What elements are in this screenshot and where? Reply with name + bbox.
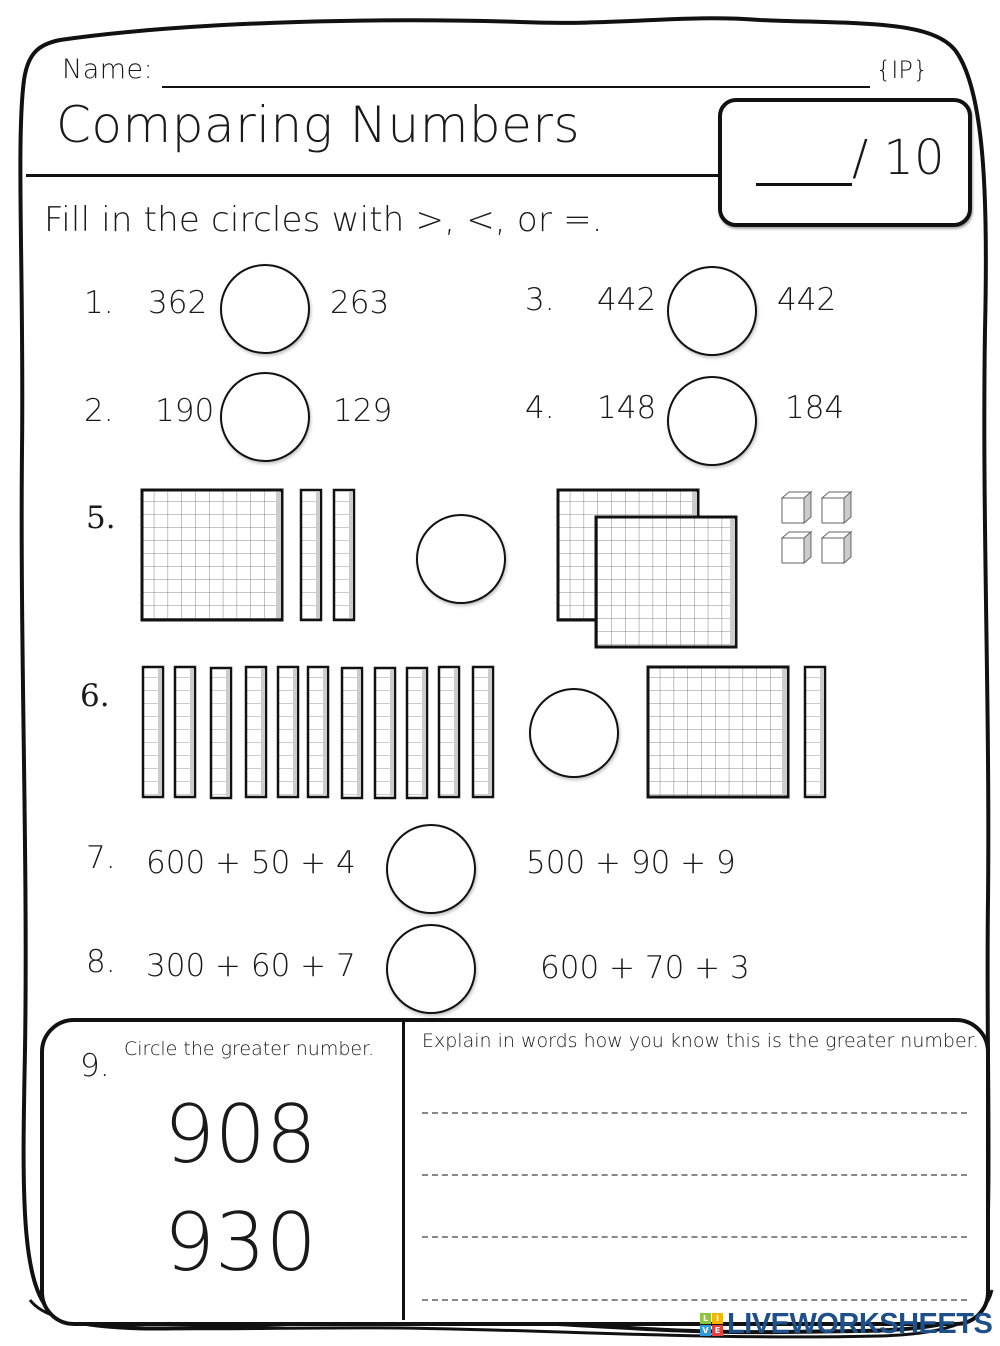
option-930[interactable]: 930 [164,1196,317,1289]
problem-1-left: 362 [148,285,208,321]
ten-rod-icon [805,667,825,797]
hundred-flat-icon [648,667,788,797]
ten-rod-icon [278,667,298,797]
explain-prompt: Explain in words how you know this is the greater number. [422,1030,979,1052]
problem-1-answer-circle[interactable] [220,264,310,354]
unit-cube-icon [782,492,811,523]
title-divider [26,174,726,177]
problem-8-right: 600 + 70 + 3 [540,950,750,986]
ip-tag: {IP} [876,56,929,84]
ten-rod-icon [334,490,354,620]
problem-7-right: 500 + 90 + 9 [526,845,736,881]
problem-3-number: 3. [525,282,555,318]
answer-line-4[interactable] [422,1299,967,1301]
problem-7-number: 7. [86,840,116,876]
problem-8-left: 300 + 60 + 7 [146,948,356,984]
answer-line-1[interactable] [422,1112,967,1114]
problem-4-right: 184 [785,390,845,426]
problem-4-number: 4. [525,390,555,426]
problem-1-number: 1. [84,285,114,321]
answer-line-3[interactable] [422,1236,967,1238]
problem-8-answer-circle[interactable] [386,924,476,1014]
unit-cube-icon [822,492,851,523]
ten-rod-icon [211,668,231,798]
problem-1-right: 263 [330,285,390,321]
unit-cube-icon [822,532,851,563]
problem-5-answer-circle[interactable] [416,514,506,604]
problem-4-answer-circle[interactable] [667,376,757,466]
ten-rod-icon [375,668,395,798]
problem-3-left: 442 [597,282,657,318]
ten-rod-icon [308,667,328,797]
logo-text: LIVEWORKSHEETS [727,1308,993,1340]
hundred-flat-icon [142,490,282,620]
ten-rod-icon [342,668,362,798]
ten-rod-icon [407,668,427,798]
ten-rod-icon [473,667,493,797]
page-title: Comparing Numbers [56,96,581,154]
ten-rod-icon [246,667,266,797]
problem-2-left: 190 [155,393,215,429]
problem-2-right: 129 [333,393,393,429]
problem-6-right-blocks [646,664,832,800]
option-908[interactable]: 908 [164,1088,317,1181]
name-input-line[interactable] [162,86,870,88]
ten-rod-icon [439,667,459,797]
hundred-flat-icon [596,517,736,647]
problem-6-number: 6. [80,678,110,714]
logo-blocks-icon: L I V E [700,1313,723,1336]
ten-rod-icon [143,667,163,797]
problem-2-answer-circle[interactable] [220,372,310,462]
problem-2-number: 2. [84,393,114,429]
question-9-number: 9. [80,1048,110,1084]
ten-rod-icon [301,490,321,620]
problem-7-answer-circle[interactable] [386,824,476,914]
problem-4-left: 148 [597,390,657,426]
problem-6-left-blocks [140,664,500,800]
problem-5-number: 5. [86,500,116,536]
problem-3-right: 442 [777,282,837,318]
question-9-instruction: Circle the greater number. [124,1038,375,1060]
liveworksheets-logo [700,1308,992,1341]
ten-rod-icon [175,667,195,797]
unit-cube-icon [782,532,811,563]
name-label: Name: [62,54,154,85]
instructions: Fill in the circles with >, <, or =. [44,200,603,240]
problem-3-answer-circle[interactable] [667,266,757,356]
question-9-divider [402,1020,405,1320]
problem-7-left: 600 + 50 + 4 [146,845,356,881]
problem-6-answer-circle[interactable] [529,688,619,778]
problem-8-number: 8. [86,944,116,980]
problem-5-left-blocks [140,488,360,624]
problem-5-unit-cubes [780,490,860,570]
score-blank[interactable] [756,183,852,186]
problem-5-right-blocks [556,488,742,650]
score-total: / 10 [852,130,945,186]
answer-line-2[interactable] [422,1174,967,1176]
